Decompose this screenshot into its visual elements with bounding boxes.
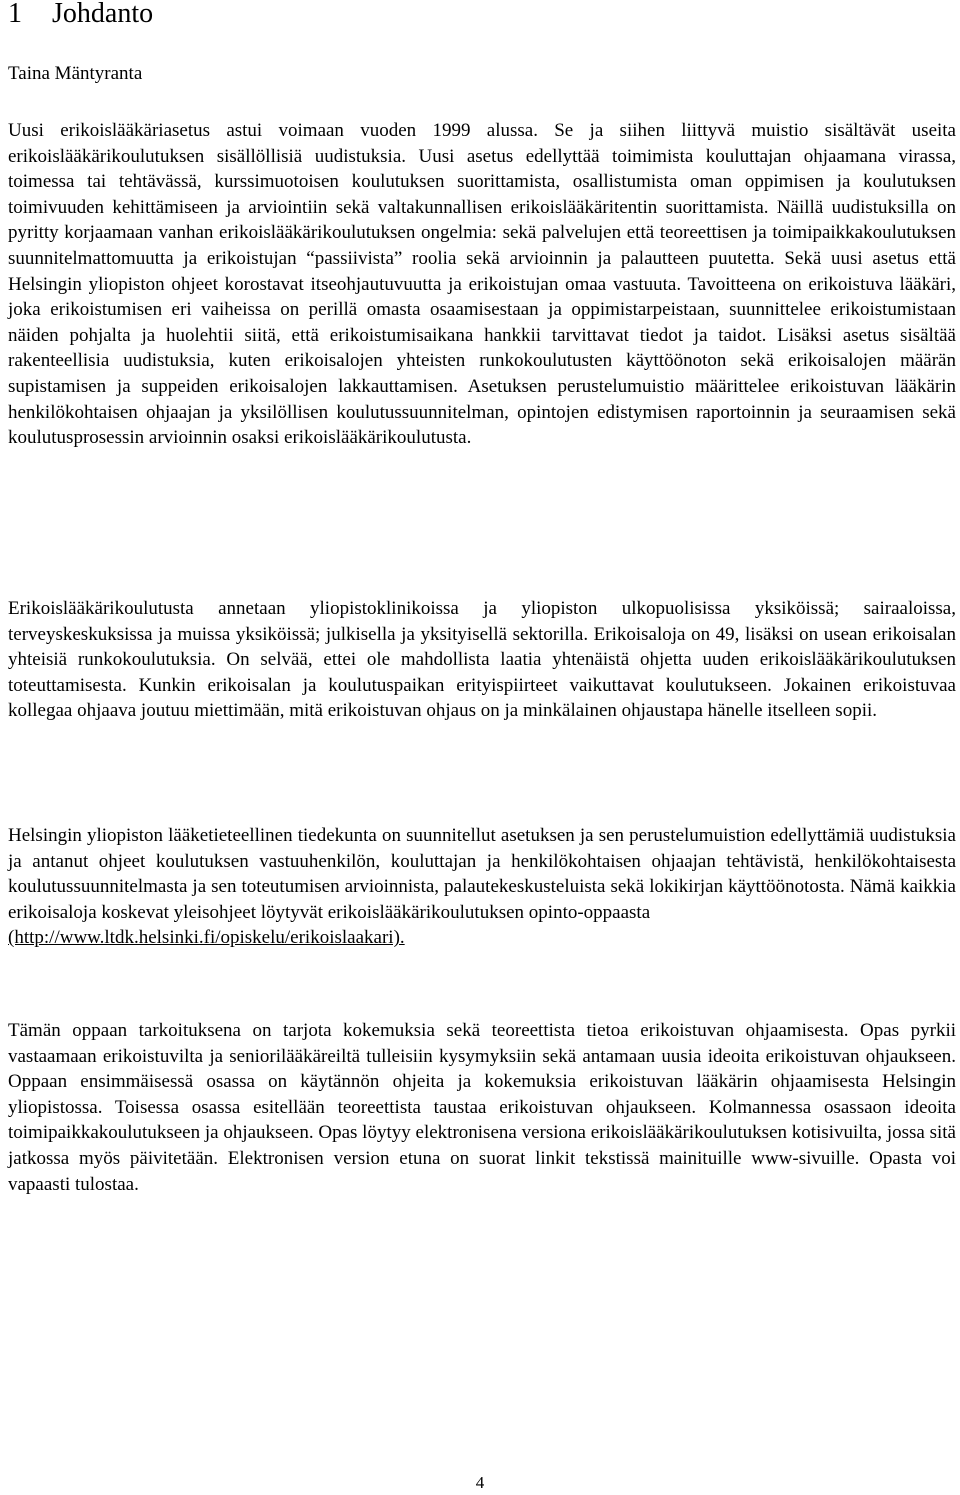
paragraph-3-text: Helsingin yliopiston lääketieteellinen tiedekunta on suunnitellut asetuksen ja sen perustelumuistion edellyttämiä uudistuksia ja antanut ohjeet koulutuksen vastuuhenkilön, kouluttajan ja henkilökohtaisen ohjaajan tehtävistä, henkilökohtaisesta koulutussuunnitelmasta ja sen toteutumisen arvioinnista, palautekeskusteluista sekä lokikirjan käyttöönotosta. Nämä kaikkia erikoisaloja koskevat yleisohjeet löytyvät erikoislääkärikoulutuksen opinto-oppaasta bbox=[8, 825, 956, 923]
paragraph-2: Erikoislääkärikoulutusta annetaan yliopistoklinikoissa ja yliopiston ulkopuolisissa yksiköissä; sairaaloissa, terveyskeskuksissa ja muissa yksiköissä; julkisella ja yksityisellä sektorilla. Erikoisaloja on 49, lisäksi on usean erikoisalan yhteisiä runkokoulutuksia. On selvää, ettei ole mahdollista laatia yhtenäistä ohjetta uuden erikoislääkärikoulutuksen toteuttamisesta. Kunkin erikoisalan ja koulutuspaikan erityispiirteet vaikuttavat koulutukseen. Jokainen erikoistuvaa kollegaa ohjaava joutuu miettimään, mitä erikoistuvan ohjaus on ja minkälainen ohjaustapa hänelle itselleen sopii. bbox=[8, 598, 956, 722]
paragraph-1: Uusi erikoislääkäriasetus astui voimaan vuoden 1999 alussa. Se ja siihen liittyvä muistio sisältävät useita erikoislääkärikoulutuksen sisällöllisiä uudistuksia. Uusi asetus edellyttää toimimista kouluttajan ohjaamana virassa, toimessa tai tehtävässä, kurssimuotoisen koulutuksen suorittamista, osallistumista oman oppimisen ja koulutuksen toimivuuden kehittämiseen ja arviointiin sekä valtakunnallisen erikoislääkäritentin suorittamista. Näillä uudistuksilla on pyritty korjaamaan vanhan erikoislääkärikoulutuksen ongelmia: sekä palvelujen että teoreettisen ja toimipaikkakoulutuksen suunnitelmattomuutta ja erikoistujan “passiivista” roolia sekä arvioinnin ja palautteen puutetta. Sekä uusi asetus että Helsingin yliopiston ohjeet korostavat itseohjautuvuutta ja erikoistujan omaa vastuuta. Tavoitteena on erikoistuva lääkäri, joka erikoistumisen eri vaiheissa on perillä omasta osaamisestaan ja oppimistarpeistaan, suunnittelee erikoistumistaan näiden pohjalta ja huolehtii siitä, että erikoistumisaikana hankkii tarvittavat tiedot ja taidot. Lisäksi asetus sisältää rakenteellisia uudistuksia, kuten erikoisalojen yhteisten runkokoulutusten käyttöönoton sekä erikoisalojen määrän supistamisen ja suppeiden erikoisalojen lakkauttamisen. Asetuksen perustelumuistio määrittelee erikoistuvan lääkärin henkilökohtaisen ohjaajan ja yksilöllisen koulutussuunnitelman, opintojen edistymisen raportoinnin ja seuraamisen sekä koulutusprosessin arvioinnin osaksi erikoislääkärikoulutusta. bbox=[8, 120, 956, 449]
chapter-title: Johdanto bbox=[52, 0, 154, 29]
paragraph-4: Tämän oppaan tarkoituksena on tarjota kokemuksia sekä teoreettista tietoa erikoistuvan ohjaamisesta. Opas pyrkii vastaamaan erikoistuvilta ja seniorilääkäreiltä tulleisiin kysymyksiin sekä antamaan uusia ideoita erikoistuvan ohjaukseen. Oppaan ensimmäisessä osassa on käytännön ohjeita ja kokemuksia erikoistuvan lääkärin ohjaamisesta Helsingin yliopistossa. Toisessa osassa esitellään teoreettista taustaa erikoistuvan ohjaukseen. Kolmannessa osassaon ideoita toimipaikkakoulutukseen ja ohjaukseen. Opas löytyy elektronisena versiona erikoislääkärikoulutuksen kotisivuilta, jossa sitä jatkossa myös päivitetään. Elektronisen version etuna on suorat linkit tekstissä mainituille www-sivuille. Opasta voi vapaasti tulostaa. bbox=[8, 1020, 956, 1195]
page-number: 4 bbox=[475, 1473, 485, 1492]
author-name: Taina Mäntyranta bbox=[8, 63, 143, 84]
paragraph-3 bbox=[8, 823, 956, 951]
chapter-heading bbox=[8, 0, 153, 32]
guide-link[interactable]: (http://www.ltdk.helsinki.fi/opiskelu/erikoislaakari). bbox=[8, 927, 405, 949]
chapter-number: 1 bbox=[8, 0, 22, 29]
